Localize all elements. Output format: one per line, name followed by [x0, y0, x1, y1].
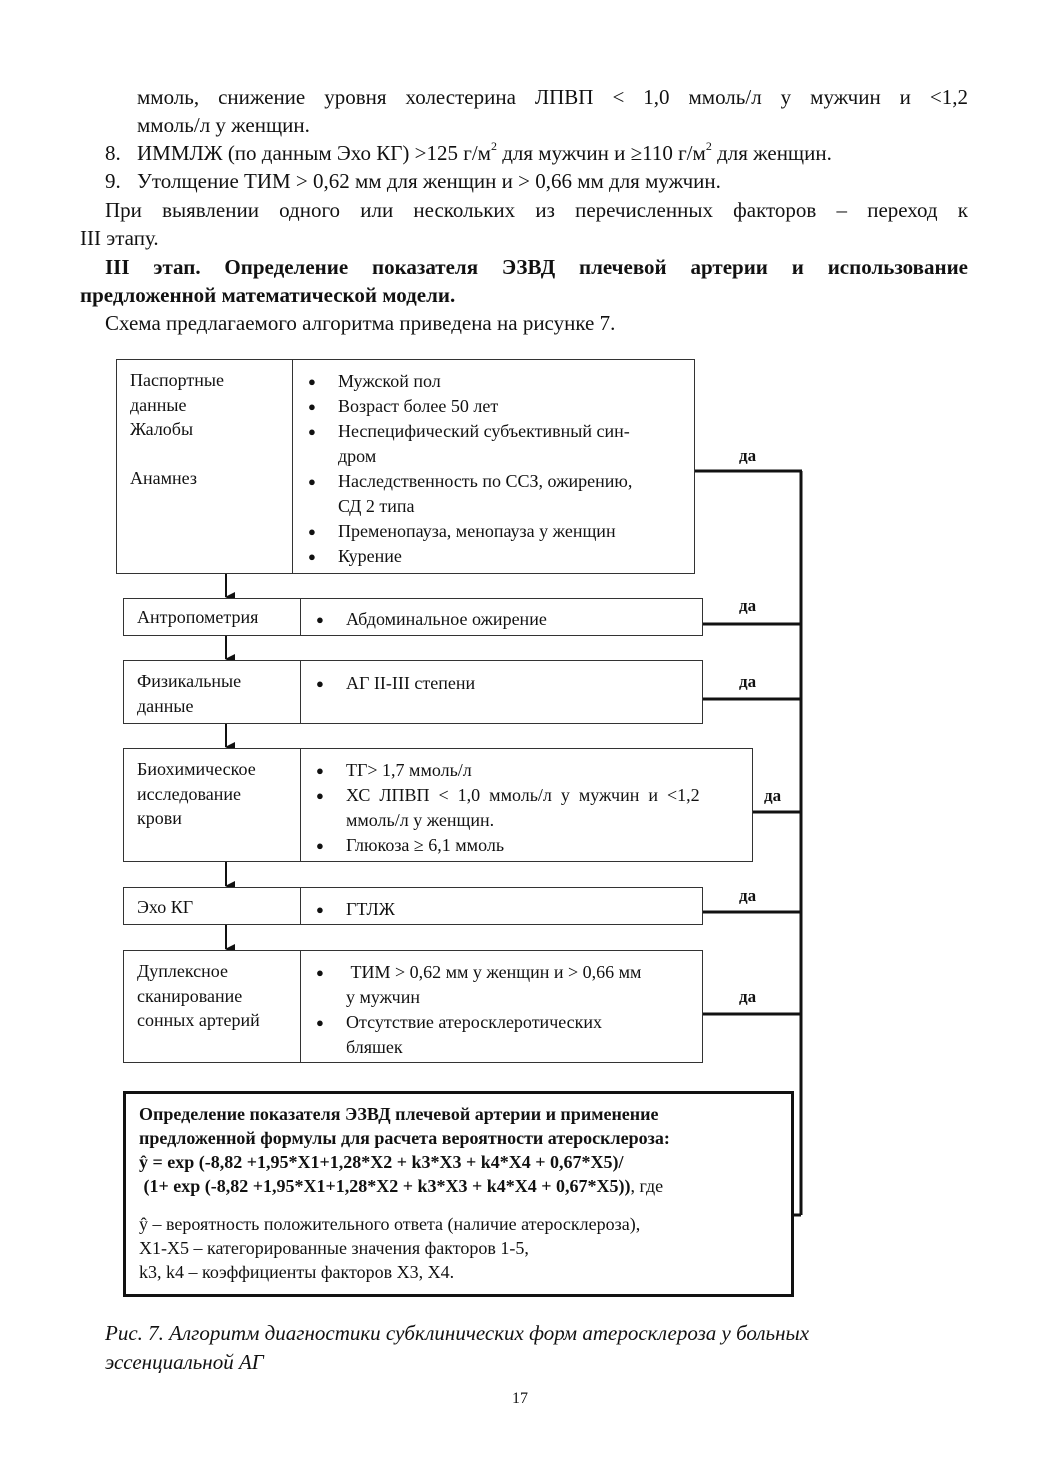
- yes-label-4: да: [764, 786, 782, 805]
- list-continuation-line1: ммоль, снижение уровня холестерина ЛПВП < 1,0 ммоль/л у мужчин и <1,2: [137, 85, 968, 109]
- flow-box-items: [302, 369, 687, 569]
- flow-box-label: Паспортные данные Жалобы Анамнез: [130, 370, 224, 488]
- flow-box-label: Антропометрия: [137, 607, 259, 627]
- flow-item: ● ТГ> 1,7 ммоль/л: [316, 760, 472, 780]
- flow-box-duplex: [123, 950, 703, 1063]
- list-item-8: ИММЛЖ (по данным Эхо КГ) >125 $г/м^2$ для мужчин и ≥110 $г/м^2$ для женщин.: [137, 139, 832, 165]
- flow-item: ● Глюкоза ≥ 6,1 ммоль: [316, 835, 505, 855]
- yes-label-3: да: [739, 672, 757, 691]
- scheme-reference: Схема предлагаемого алгоритма приведена на рисунке 7.: [105, 311, 616, 335]
- flow-box-label: Дуплексное сканирование сонных артерий: [137, 961, 260, 1030]
- flow-item: ● Пременопауза, менопауза у женщин: [308, 521, 616, 541]
- flow-box-items: [310, 897, 695, 922]
- paragraph-transition-line1: При выявлении одного или нескольких из перечисленных факторов – переход к: [105, 198, 968, 222]
- flow-box-label: Эхо КГ: [137, 897, 194, 917]
- flow-box-echo: [123, 887, 703, 925]
- flow-box-items: [310, 758, 740, 858]
- list-item-9-number: 9.: [105, 169, 121, 193]
- yes-label-1: да: [739, 446, 757, 465]
- figure-caption: Рис. 7. Алгоритм диагностики субклинических форм атеросклероза у больных эссенциальной АГ: [105, 1321, 810, 1374]
- flow-box-items: [310, 960, 695, 1060]
- formula-definitions: ŷ – вероятность положительного ответа (наличие атеросклероза), X1-X5 – категорированные значения факторов 1-5, k3, k4 – коэффициенты факторов X3, X4.: [139, 1214, 641, 1282]
- flow-box-physical: [123, 660, 703, 724]
- flow-box-label: Физикальные данные: [137, 671, 242, 716]
- page-number: 17: [512, 1390, 528, 1407]
- formula-block: Определение показателя ЭЗВД плечевой артерии и применение предложенной формулы для расчета вероятности атеросклероза: ŷ = exp (-8,82 +1,95*X1+1,28*X2 + k3*X3 + k4*X4 + 0,67*X5)/ (1+ exp (-8,82 +1,95*X1+1,28*X2 + k3*X3 + k4*X4 + 0,67*X5)), где: [139, 1104, 670, 1196]
- flow-item: ● ГТЛЖ: [316, 899, 395, 919]
- stage-heading-line2: предложенной математической модели.: [80, 283, 456, 307]
- stage-heading-line1: III этап. Определение показателя ЭЗВД плечевой артерии и использование: [105, 255, 968, 279]
- flow-box-formula: [123, 1091, 794, 1297]
- list-item-9: Утолщение ТИМ > 0,62 мм для женщин и > 0,66 мм для мужчин.: [137, 169, 721, 193]
- flow-item: ● Курение: [308, 546, 402, 566]
- flow-item: ● ТИМ > 0,62 мм у женщин и > 0,66 мм у мужчин: [316, 962, 642, 1007]
- flow-item: ● Отсутствие атеросклеротических бляшек: [316, 1012, 603, 1057]
- flow-box-items: [310, 671, 695, 696]
- flow-item: ● Возраст более 50 лет: [308, 396, 499, 416]
- yes-label-2: да: [739, 596, 757, 615]
- flow-item: ● АГ II-III степени: [316, 673, 476, 693]
- flow-box-passport: [116, 359, 695, 574]
- flow-box-label: Биохимическое исследование крови: [137, 759, 256, 828]
- flow-item: ● Неспецифический субъективный син- дром: [308, 421, 630, 466]
- flow-box-biochemistry: [123, 748, 753, 862]
- yes-label-6: да: [739, 987, 757, 1006]
- list-continuation-line2: ммоль/л у женщин.: [137, 113, 310, 137]
- list-item-8-number: 8.: [105, 141, 121, 165]
- flow-box-items: [310, 607, 695, 632]
- flow-item: ● Наследственность по ССЗ, ожирению, СД 2 типа: [308, 471, 633, 516]
- flow-item: ● Мужской пол: [308, 371, 441, 391]
- paragraph-transition-line2: III этапу.: [80, 226, 159, 250]
- flow-box-anthropometry: [123, 598, 703, 636]
- flow-item: ● ХС ЛПВП < 1,0 ммоль/л у мужчин и <1,2 ммоль/л у женщин.: [316, 785, 700, 830]
- flow-item: ● Абдоминальное ожирение: [316, 609, 547, 629]
- yes-label-5: да: [739, 886, 757, 905]
